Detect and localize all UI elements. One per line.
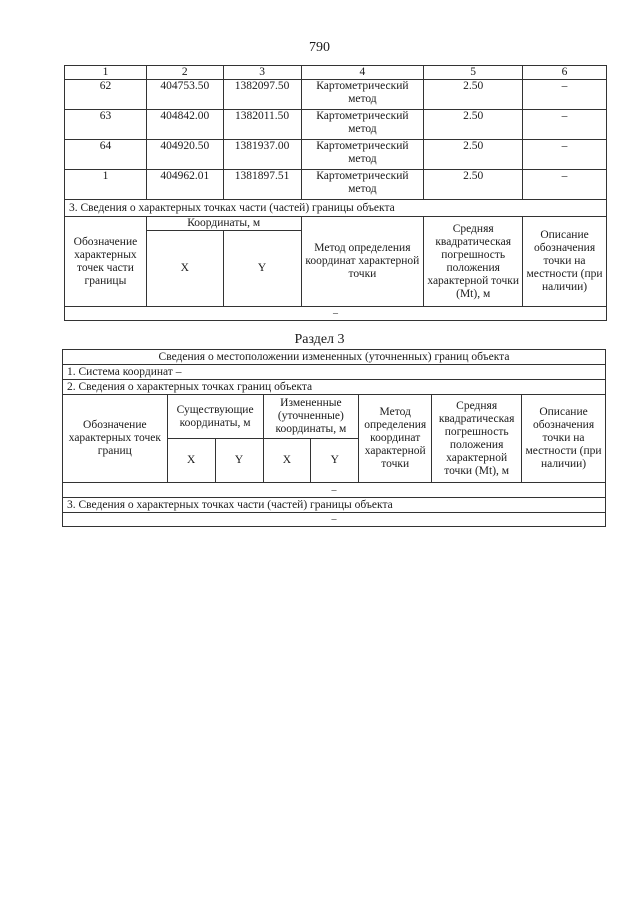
y-header: Y [215,439,263,483]
empty-dash: – [63,483,606,498]
existing-coords-header: Существующие координаты, м [167,395,263,439]
table-row [65,80,607,110]
changed-borders-table [62,349,606,527]
point-id: 62 [65,80,147,110]
col-header: 2 [146,66,223,80]
precision: 2.50 [424,140,523,170]
y-header: Y [311,439,359,483]
coord-y: 1381937.00 [223,140,301,170]
table-row [65,140,607,170]
designation-header: Обозначение характерных точек границ [63,395,168,483]
empty-dash: – [63,513,606,527]
description-header: Описание обозначения точки на местности (при наличии) [523,217,607,307]
y-header: Y [223,231,301,307]
col-header: 4 [301,66,424,80]
x-header: X [167,439,215,483]
description: – [523,170,607,200]
point-id: 64 [65,140,147,170]
precision-header: Средняя квадратическая погрешность положения характерной точки (Mt), м [424,217,523,307]
table-header-row [65,66,607,80]
table-title: Сведения о местоположении измененных (уточненных) границ объекта [63,350,606,365]
section-3-title: 3. Сведения о характерных точках части (частей) границы объекта [65,200,607,217]
x-header: X [146,231,223,307]
section-2-title: 2. Сведения о характерных точках границ объекта [63,380,606,395]
x-header: X [263,439,311,483]
coordinates-table [64,65,607,321]
coordinate-system: 1. Система координат – [63,365,606,380]
section-3-title: 3. Сведения о характерных точках части (частей) границы объекта [63,498,606,513]
coords-header: Координаты, м [146,217,301,231]
empty-dash: – [65,307,607,321]
coord-x: 404962.01 [146,170,223,200]
coord-y: 1382097.50 [223,80,301,110]
col-header: 6 [523,66,607,80]
method: Картометрический метод [301,170,424,200]
precision-header: Средняя квадратическая погрешность положения характерной точки (Mt), м [432,395,522,483]
col-header: 3 [223,66,301,80]
description-header: Описание обозначения точки на местности (при наличии) [522,395,606,483]
description: – [523,80,607,110]
table-row [65,170,607,200]
coord-y: 1381897.51 [223,170,301,200]
changed-coords-header: Измененные (уточненные) координаты, м [263,395,359,439]
col-header: 1 [65,66,147,80]
designation-header: Обозначение характерных точек части границы [65,217,147,307]
precision: 2.50 [424,80,523,110]
coord-x: 404842.00 [146,110,223,140]
precision: 2.50 [424,110,523,140]
method: Картометрический метод [301,140,424,170]
coord-x: 404920.50 [146,140,223,170]
point-id: 63 [65,110,147,140]
method: Картометрический метод [301,110,424,140]
point-id: 1 [65,170,147,200]
method: Картометрический метод [301,80,424,110]
table-row [65,110,607,140]
description: – [523,140,607,170]
section-heading: Раздел 3 [294,332,345,347]
col-header: 5 [424,66,523,80]
precision: 2.50 [424,170,523,200]
description: – [523,110,607,140]
method-header: Метод определения координат характерной точки [359,395,432,483]
coord-x: 404753.50 [146,80,223,110]
coord-y: 1382011.50 [223,110,301,140]
method-header: Метод определения координат характерной точки [301,217,424,307]
page-number: 790 [309,40,330,55]
